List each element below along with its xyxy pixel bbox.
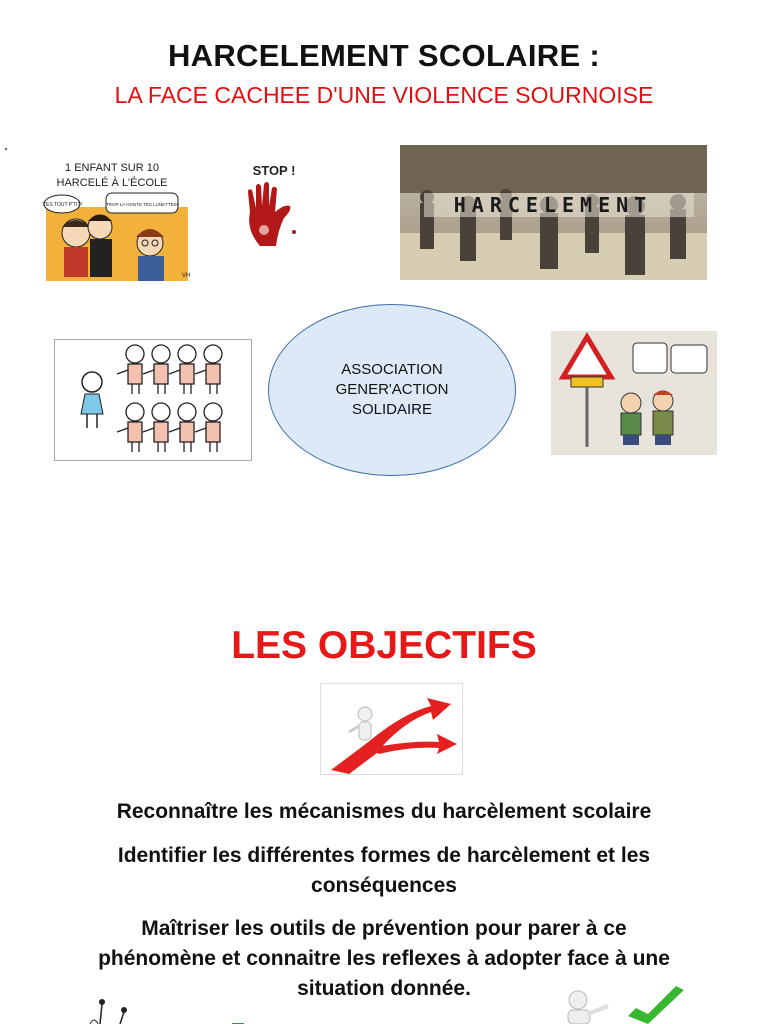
cartoon-caption-2: HARCELÉ À L'ÉCOLE [56, 177, 168, 189]
stop-text: STOP ! [252, 163, 296, 178]
objective-2-line-2: conséquences [311, 874, 457, 897]
objective-3-line-1: Maîtriser les outils de prévention pour parer à ce [141, 917, 627, 940]
isolation-drawing [54, 339, 252, 461]
objective-2 [20, 841, 748, 901]
page-subtitle: LA FACE CACHEE D'UNE VIOLENCE SOURNOISE [114, 82, 654, 108]
harcelement-text: HARCELEMENT [453, 193, 653, 217]
checkmark-person-image [548, 984, 688, 1024]
stop-hand-image [240, 160, 308, 252]
harcelement-photo [400, 145, 707, 280]
objective-3-line-2: phénomène et connaitre les reflexes à adopter face à une [98, 947, 670, 970]
cartoon-bubble-right: TROP LA HONTE TES LUNETTES! [106, 202, 178, 207]
objective-1 [20, 797, 748, 827]
school-sign-cartoon [551, 331, 717, 455]
objective-3-line-3: situation donnée. [297, 977, 471, 1000]
association-line-1: ASSOCIATION [341, 361, 443, 378]
association-line-3: SOLIDAIRE [351, 401, 433, 418]
blue-fragment-image [228, 1016, 248, 1024]
stray-dot [5, 148, 7, 150]
association-ellipse [268, 304, 516, 476]
association-line-2: GENER'ACTION [335, 381, 449, 398]
svg-text:VH: VH [182, 273, 190, 279]
arrows-choice-image [320, 683, 463, 775]
cartoon-image [40, 157, 190, 281]
cartoon-caption-1: 1 ENFANT SUR 10 [65, 162, 159, 174]
cartoon-bubble-left: T'ES TOUT P'TIT! [42, 202, 82, 208]
page-title: HARCELEMENT SCOLAIRE : [168, 38, 600, 73]
flower-doodle-image [80, 994, 140, 1024]
objective-2-line-1: Identifier les différentes formes de harcèlement et les [117, 844, 651, 867]
objective-1-text: Reconnaître les mécanismes du harcèlement scolaire [116, 800, 652, 823]
objectives-heading: LES OBJECTIFS [231, 624, 537, 667]
